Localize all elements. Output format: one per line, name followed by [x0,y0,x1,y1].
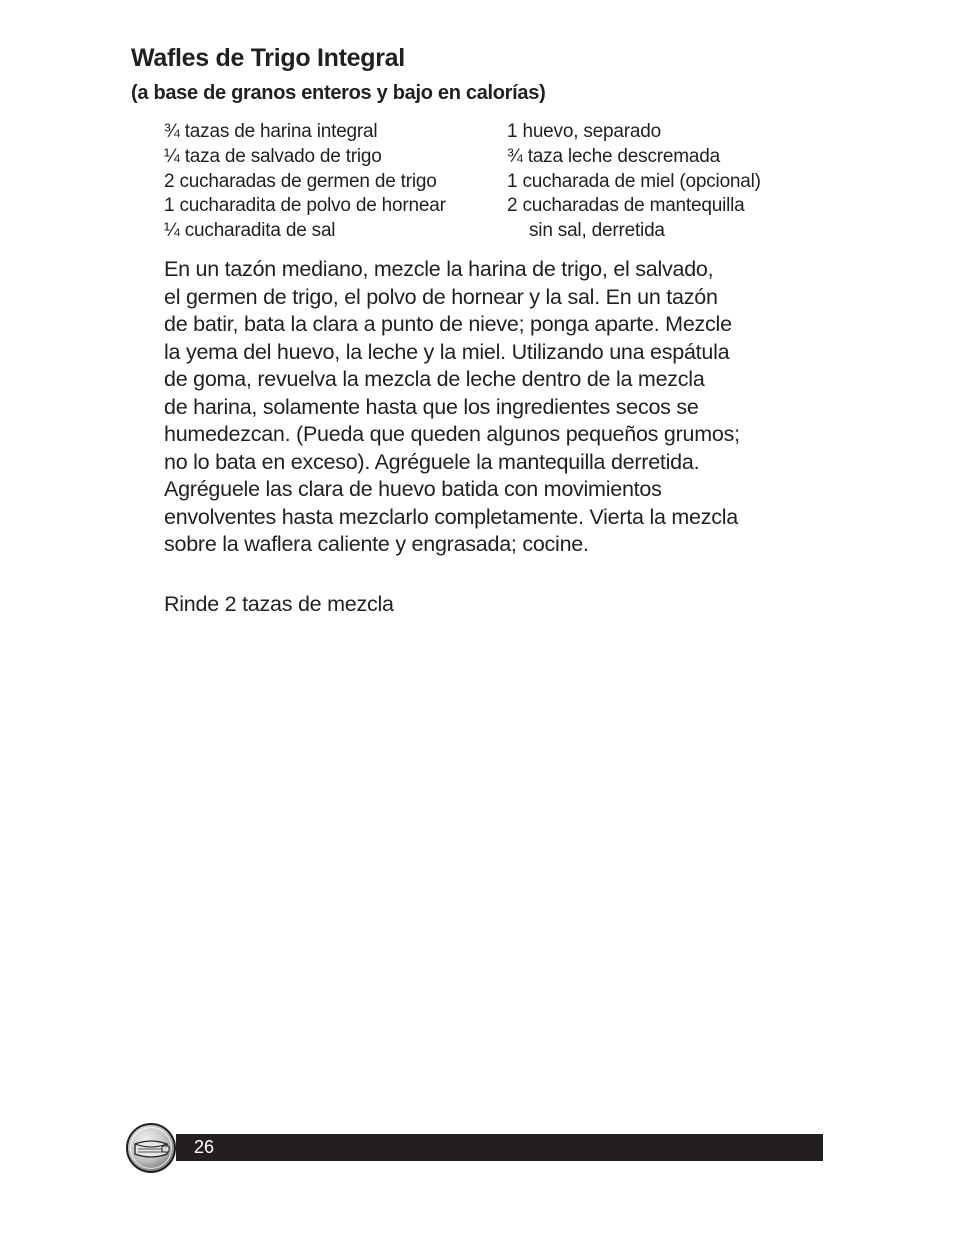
recipe-subtitle: (a base de granos enteros y bajo en calorías) [131,82,546,104]
instruction-line: En un tazón mediano, mezcle la harina de trigo, el salvado, [164,257,714,281]
instruction-line: sobre la waflera caliente y engrasada; cocine. [164,532,589,556]
ingredient-item: ¾ taza leche descremada [507,145,720,167]
recipe-yield: Rinde 2 tazas de mezcla [164,591,394,616]
recipe-instructions [164,256,809,559]
ingredients-right-column [507,120,761,244]
recipe-title: Wafles de Trigo Integral [131,44,405,72]
ingredient-item: 1 cucharadita de polvo de hornear [164,195,446,217]
ingredient-item: ¾ tazas de harina integral [164,121,378,142]
ingredients-left-column [164,120,446,244]
instruction-line: el germen de trigo, el polvo de hornear y la sal. En un tazón [164,284,718,309]
ingredient-item-continuation: sin sal, derretida [529,220,665,242]
instruction-line: envolventes hasta mezclarlo completamente. Vierta la mezcla [164,504,739,529]
instruction-line: no lo bata en exceso). Agréguele la mantequilla derretida. [164,449,700,474]
page-number: 26 [194,1137,215,1157]
ingredient-item: 1 cucharada de miel (opcional) [507,170,761,192]
ingredient-item: 1 huevo, separado [507,121,661,142]
instruction-line: de harina, solamente hasta que los ingredientes secos se [164,394,699,419]
ingredient-item: 2 cucharadas de germen de trigo [164,170,437,192]
waffle-maker-icon [125,1122,177,1174]
instruction-line: de batir, bata la clara a punto de nieve; ponga aparte. Mezcle [164,312,732,336]
ingredient-item: ¼ cucharadita de sal [164,220,336,242]
ingredient-item: 2 cucharadas de mantequilla [507,195,745,217]
ingredient-item: ¼ taza de salvado de trigo [164,145,382,167]
instruction-line: humedezcan. (Pueda que queden algunos pequeños grumos; [164,422,740,446]
footer-bar [176,1134,823,1161]
instruction-line: de goma, revuelva la mezcla de leche dentro de la mezcla [164,367,705,391]
instruction-line: la yema del huevo, la leche y la miel. Utilizando una espátula [164,339,730,364]
instruction-line: Agréguele las clara de huevo batida con movimientos [164,477,662,501]
